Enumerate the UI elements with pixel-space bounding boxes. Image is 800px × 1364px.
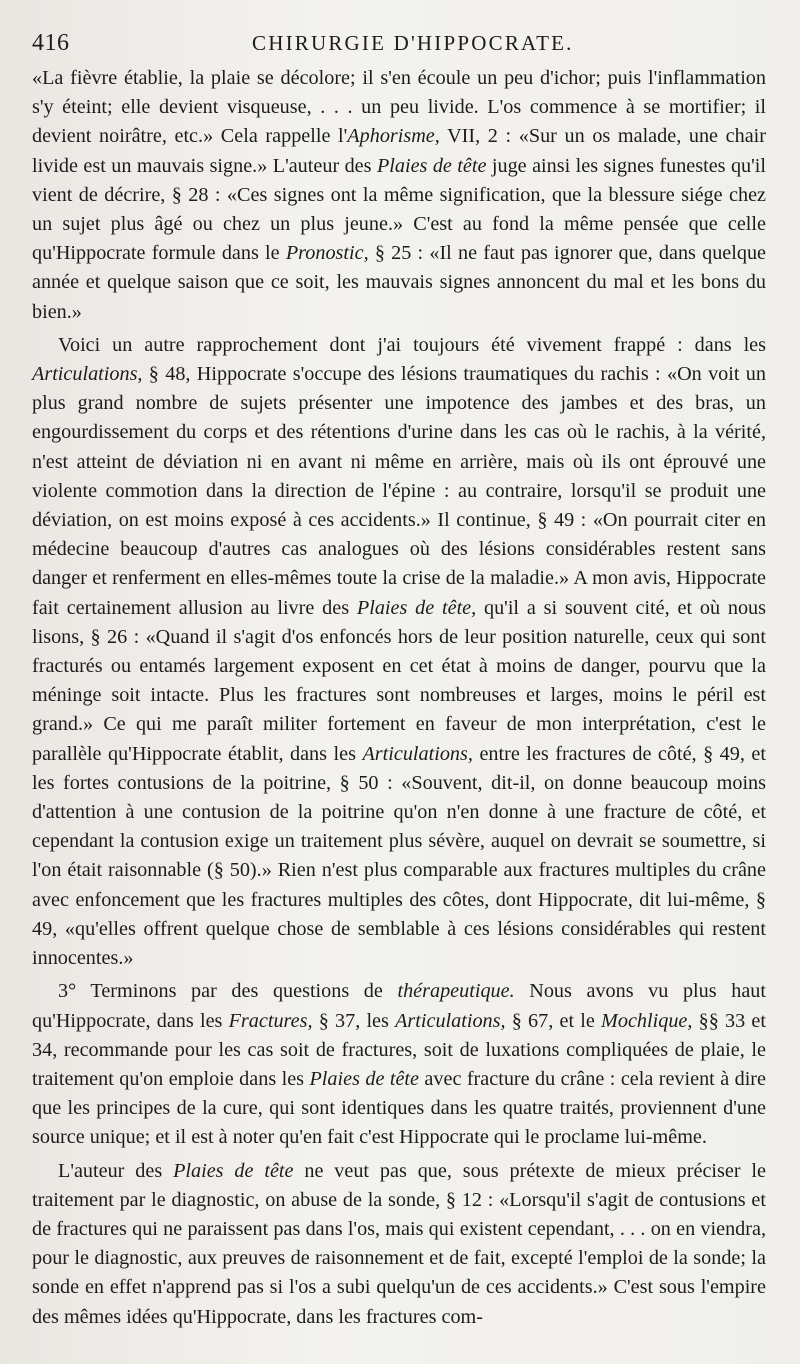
- italic-title-text: Plaies de tête: [173, 1159, 294, 1182]
- text-segment: qu'il a si souvent cité, et où nous lisons, § 26 : «Quand il s'agit d'os enfoncés hors de leur position naturelle, ceux qui sont fracturés ou entamés largement exposent en cet état à moins de danger, pourvu que la méninge soit intacte. Plus les fractures sont nombreuses et larges, moins le péril est grand.» Ce qui me paraît militer fortement en faveur de mon interprétation, c'est le parallèle qu'Hippocrate établit, dans les: [32, 596, 766, 765]
- italic-title-text: thérapeutique.: [397, 980, 515, 1003]
- italic-title-text: Plaies de tête,: [356, 596, 477, 619]
- text-segment: ne veut pas que, sous prétexte de mieux préciser le traitement par le diagnostic, on abuse de la sonde, § 12 : «Lorsqu'il s'agit de contusions et de fractures qui ne paraissent pas dans l'os, mais qui existent cependant, . . . on en viendra, pour le diagnostic, aux preuves de raisonnement et de fait, excepté l'emploi de la sonde; la sonde en effet n'apprend pas si l'os a subi quelqu'un de ces accidents.» C'est sous l'empire des mêmes idées qu'Hippocrate, dans les fractures com-: [32, 1159, 767, 1328]
- text-segment: Nous avons vu plus haut qu'Hippocrate, dans les: [32, 980, 766, 1032]
- text-segment: § 25 : «Il ne faut pas ignorer que, dans quelque année et quelque saison que ce soit, les mauvais signes annoncent du mal et les bons du bien.»: [32, 242, 767, 323]
- italic-title-text: Fractures,: [228, 1009, 313, 1032]
- paragraph-2: [32, 331, 766, 973]
- text-segment: 3° Terminons par des questions de: [58, 980, 398, 1003]
- text-segment: avec fracture du crâne : cela revient à dire que les principes de la cure, qui sont identiques dans les quatre traités, proviennent d'une source unique; et il est à noter qu'en fait c'est Hippocrate qui le proclame lui-même.: [32, 1067, 766, 1149]
- italic-title-text: Plaies de tête: [309, 1067, 419, 1090]
- text-segment: § 37, les: [312, 1009, 396, 1032]
- text-segment: «La fièvre établie, la plaie se décolore; il s'en écoule un peu d'ichor; puis l'inflammation s'y éteint; elle devient visqueuse, . . . un peu livide. L'os commence à se mortifier; il devient noirâtre, etc.» Cela rappelle l': [32, 67, 766, 148]
- italic-title-text: Aphorisme,: [347, 125, 440, 148]
- text-segment: § 48, Hippocrate s'occupe des lésions traumatiques du rachis : «On voit un plus grand nombre de sujets présenter une impotence des jambes et des bras, un engourdissement du corps et des rétentions d'urine dans les cas où le rachis, à la vérité, n'est atteint de déviation ni en avant ni même en arrière, mais où ils ont éprouvé une violente commotion dans la direction de l'épine : au contraire, lorsqu'il se produit une déviation, on est moins exposé à ces accidents.» Il continue, § 49 : «On pourrait citer en médecine beaucoup d'autres cas analogues où des lésions considérables restent sans danger et renferment en elles-mêmes toute la crise de la maladie.» A mon avis, Hippocrate fait certainement allusion au livre des: [32, 363, 766, 619]
- page-number: 416: [32, 30, 70, 56]
- text-segment: §§ 33 et 34, recommande pour les cas soit de fractures, soit de luxations compliquées de plaie, le traitement qu'on emploie dans les: [32, 1009, 766, 1090]
- body-text: [32, 64, 766, 1332]
- italic-title-text: Pronostic,: [285, 242, 369, 265]
- text-segment: juge ainsi les signes funestes qu'il vient de décrire, § 28 : «Ces signes ont la même signification, que la blessure siége chez un sujet plus âgé ou chez un plus jeune.» C'est au fond la même pensée que celle qu'Hippocrate formule dans le: [32, 154, 766, 265]
- paragraph-3: [32, 977, 766, 1152]
- italic-title-text: Articulations,: [362, 742, 473, 765]
- page-header: [32, 30, 766, 64]
- italic-title-text: Mochlique,: [601, 1009, 693, 1032]
- italic-title-text: Articulations,: [32, 363, 143, 386]
- italic-title-text: Plaies de tête: [376, 154, 487, 177]
- text-segment: VII, 2 : «Sur un os malade, une chair livide est un mauvais signe.» L'auteur des: [32, 125, 766, 177]
- italic-title-text: Articulations,: [395, 1009, 506, 1032]
- text-segment: § 67, et le: [505, 1009, 602, 1032]
- text-segment: L'auteur des: [58, 1159, 174, 1182]
- text-segment: entre les fractures de côté, § 49, et les fortes contusions de la poitrine, § 50 : «Souvent, dit-il, on donne beaucoup moins d'attention à une contusion de la poitrine qu'on n'en donne à une fracture de côté, et cependant la contusion exige un traitement plus sévère, auquel on devrait se soumettre, si l'on était raisonnable (§ 50).» Rien n'est plus comparable aux fractures multiples du crâne avec enfoncement que les fractures multiples des côtes, dont Hippocrate, dit lui-même, § 49, «qu'elles offrent quelque chose de semblable à ces lésions considérables qui restent innocentes.»: [32, 742, 766, 970]
- paragraph-1: [32, 64, 766, 327]
- text-segment: Voici un autre rapprochement dont j'ai toujours été vivement frappé : dans les: [58, 333, 766, 356]
- paragraph-4: [32, 1157, 766, 1332]
- running-head: CHIRURGIE D'HIPPOCRATE.: [252, 31, 574, 55]
